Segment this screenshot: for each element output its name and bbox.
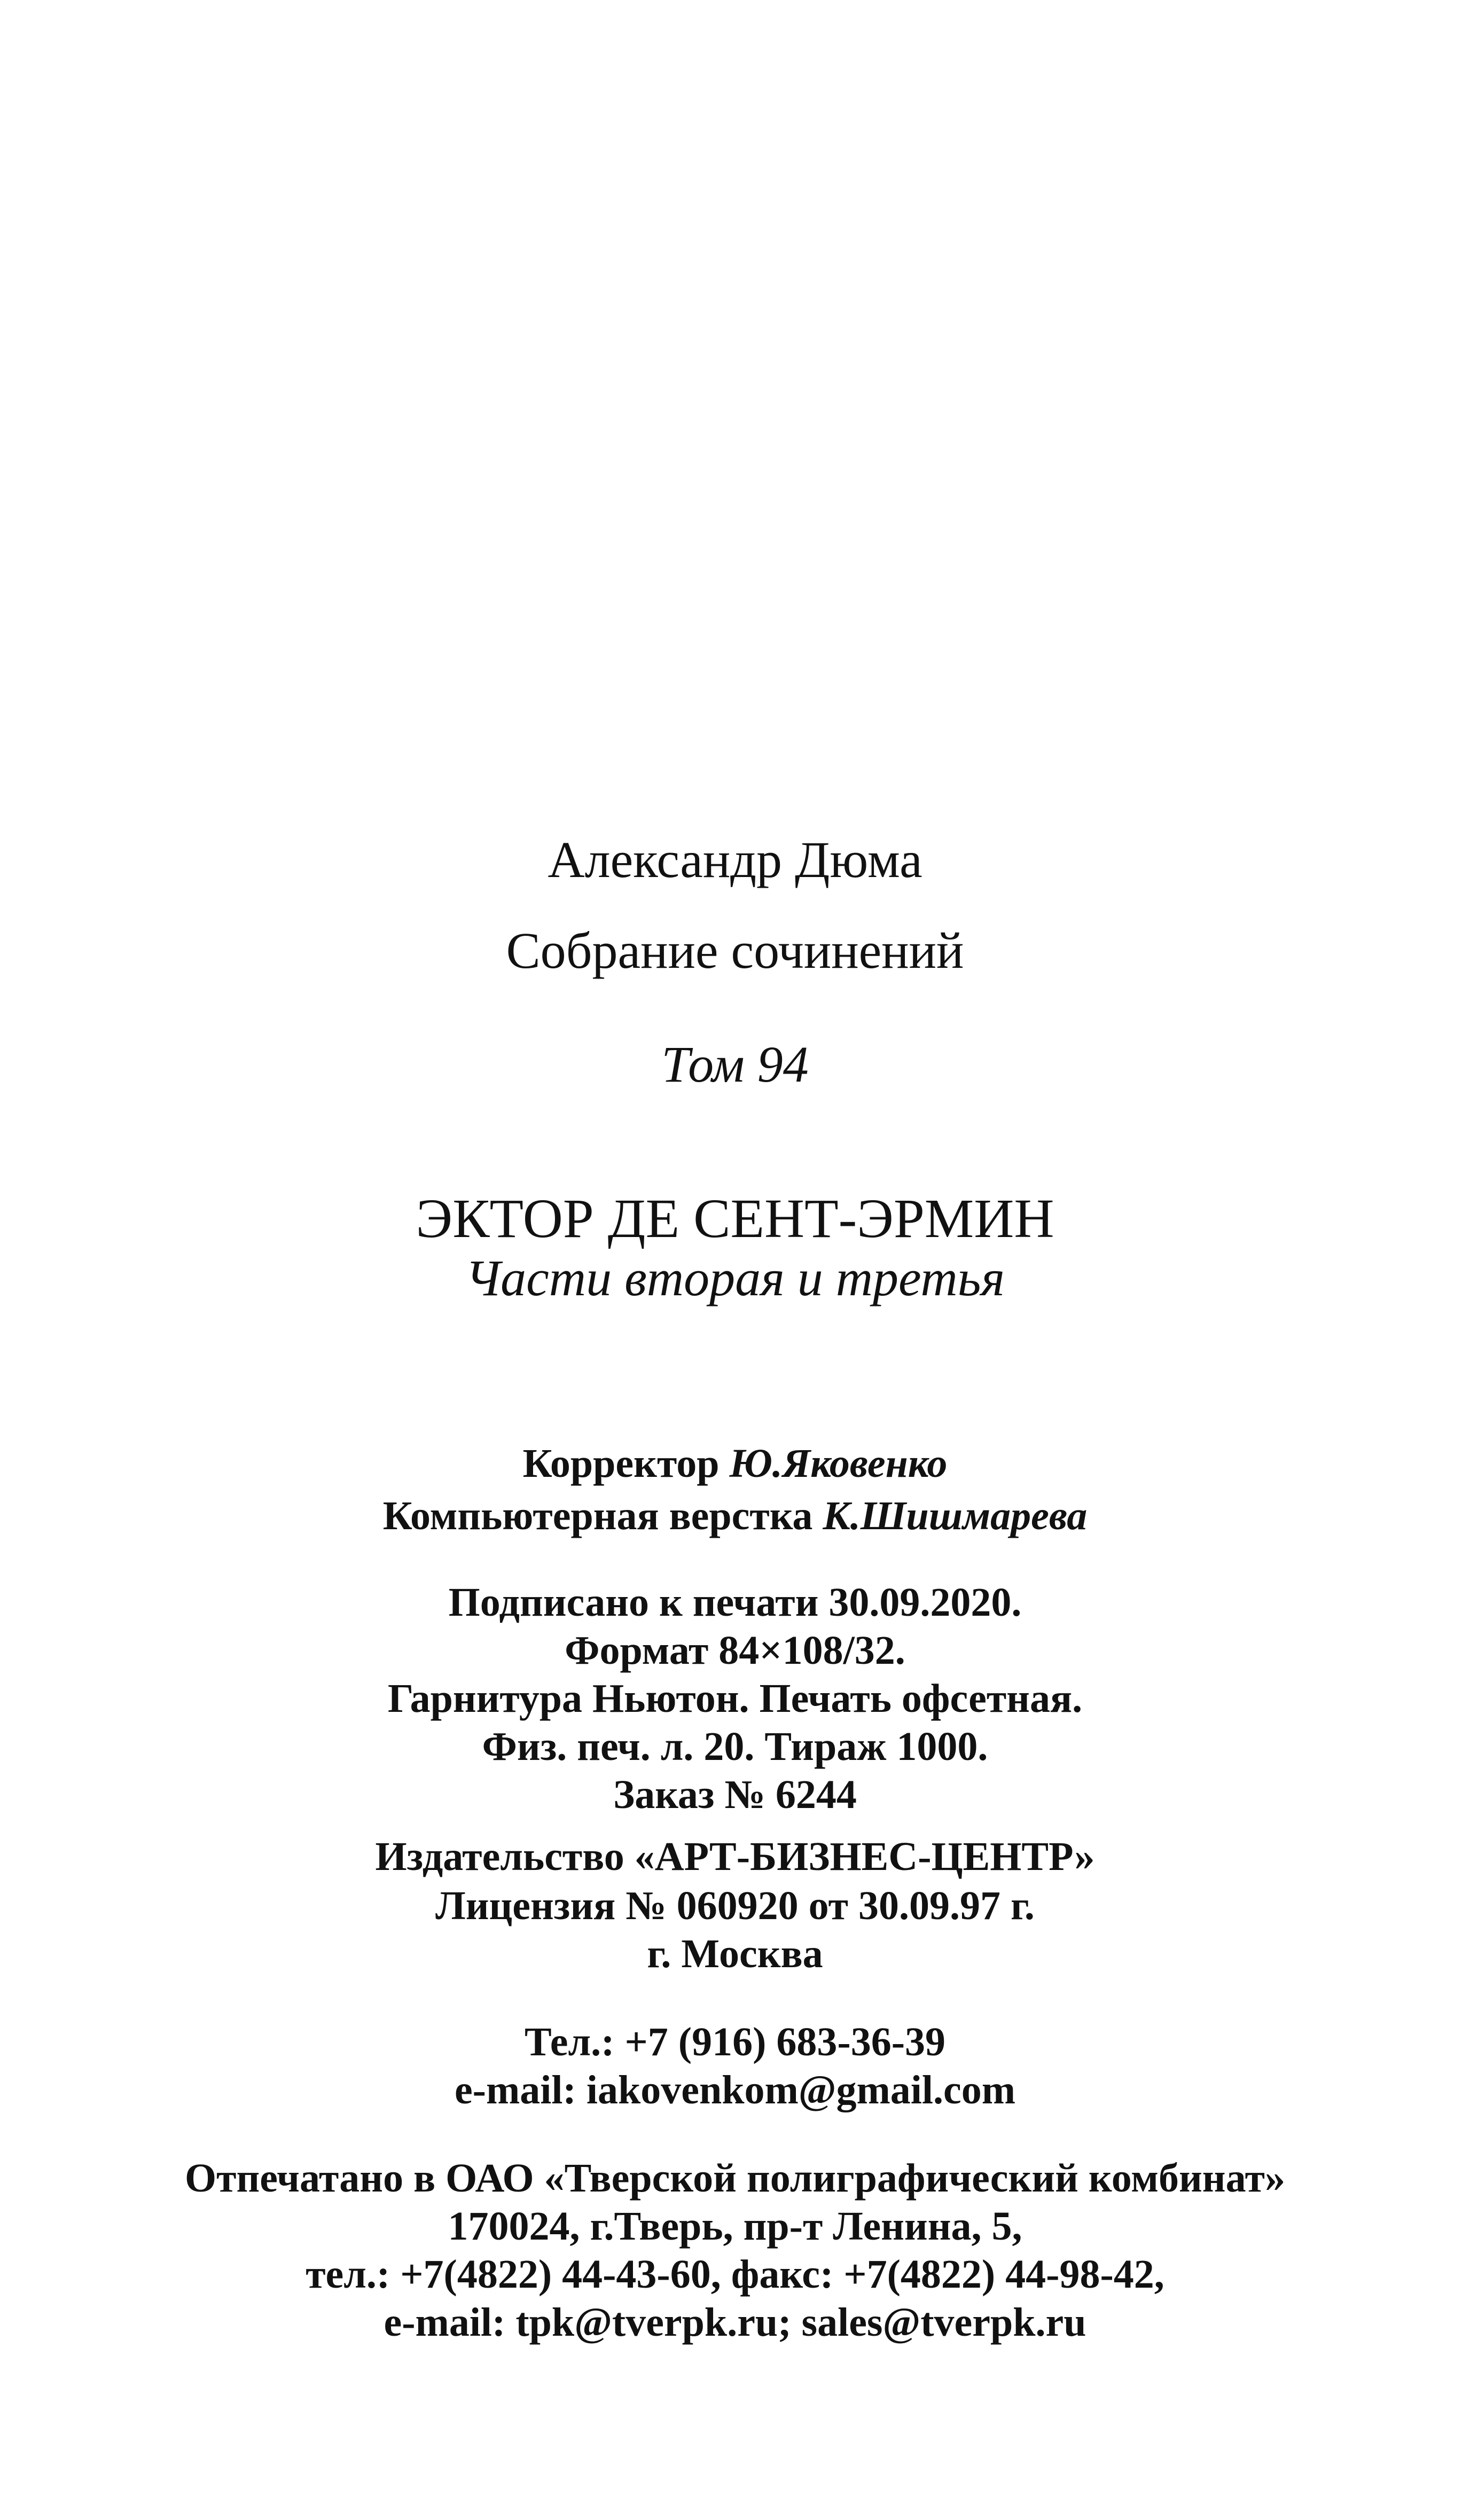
order-number: Заказ № 6244 (613, 1772, 857, 1817)
printer-phones: тел.: +7(4822) 44-43-60, факс: +7(4822) 44-98-42, (306, 2252, 1164, 2297)
book-subtitle: Части вторая и третья (465, 1249, 1005, 1306)
printer-email: e-mail: tpk@tverpk.ru; sales@tverpk.ru (384, 2300, 1086, 2345)
book-title: ЭКТОР ДЕ СЕНТ-ЭРМИН (416, 1188, 1054, 1249)
corrector-label: Корректор (522, 1441, 720, 1486)
publisher-name: Издательство «АРТ-БИЗНЕС-ЦЕНТР» (375, 1834, 1095, 1879)
corrector-credit (0, 1438, 1470, 1489)
series-title: Собрание сочинений (506, 922, 964, 979)
signed-date: Подписано к печати 30.09.2020. (448, 1580, 1022, 1625)
publisher-license: Лицензия № 060920 от 30.09.97 г. (435, 1883, 1035, 1928)
corrector-name: Ю.Яковенко (729, 1441, 948, 1486)
layout-credit (0, 1490, 1470, 1541)
contact-email: e-mail: iakovenkom@gmail.com (454, 2068, 1016, 2112)
volume-number: Том 94 (661, 1036, 809, 1093)
printer-name: Отпечатано в ОАО «Тверской полиграфический комбинат» (185, 2156, 1285, 2201)
author-name: Александр Дюма (548, 831, 922, 888)
paper-format: Формат 84×108/32. (565, 1628, 905, 1673)
typeface-info: Гарнитура Ньютон. Печать офсетная. (387, 1676, 1083, 1721)
sheets-info: Физ. печ. л. 20. Тираж 1000. (482, 1724, 988, 1769)
layout-name: К.Шишмарева (823, 1493, 1088, 1538)
printer-address: 170024, г.Тверь, пр-т Ленина, 5, (448, 2204, 1022, 2249)
publisher-city: г. Москва (647, 1931, 823, 1976)
layout-label: Компьютерная верстка (382, 1493, 813, 1538)
contact-phone: Тел.: +7 (916) 683-36-39 (524, 2020, 946, 2064)
